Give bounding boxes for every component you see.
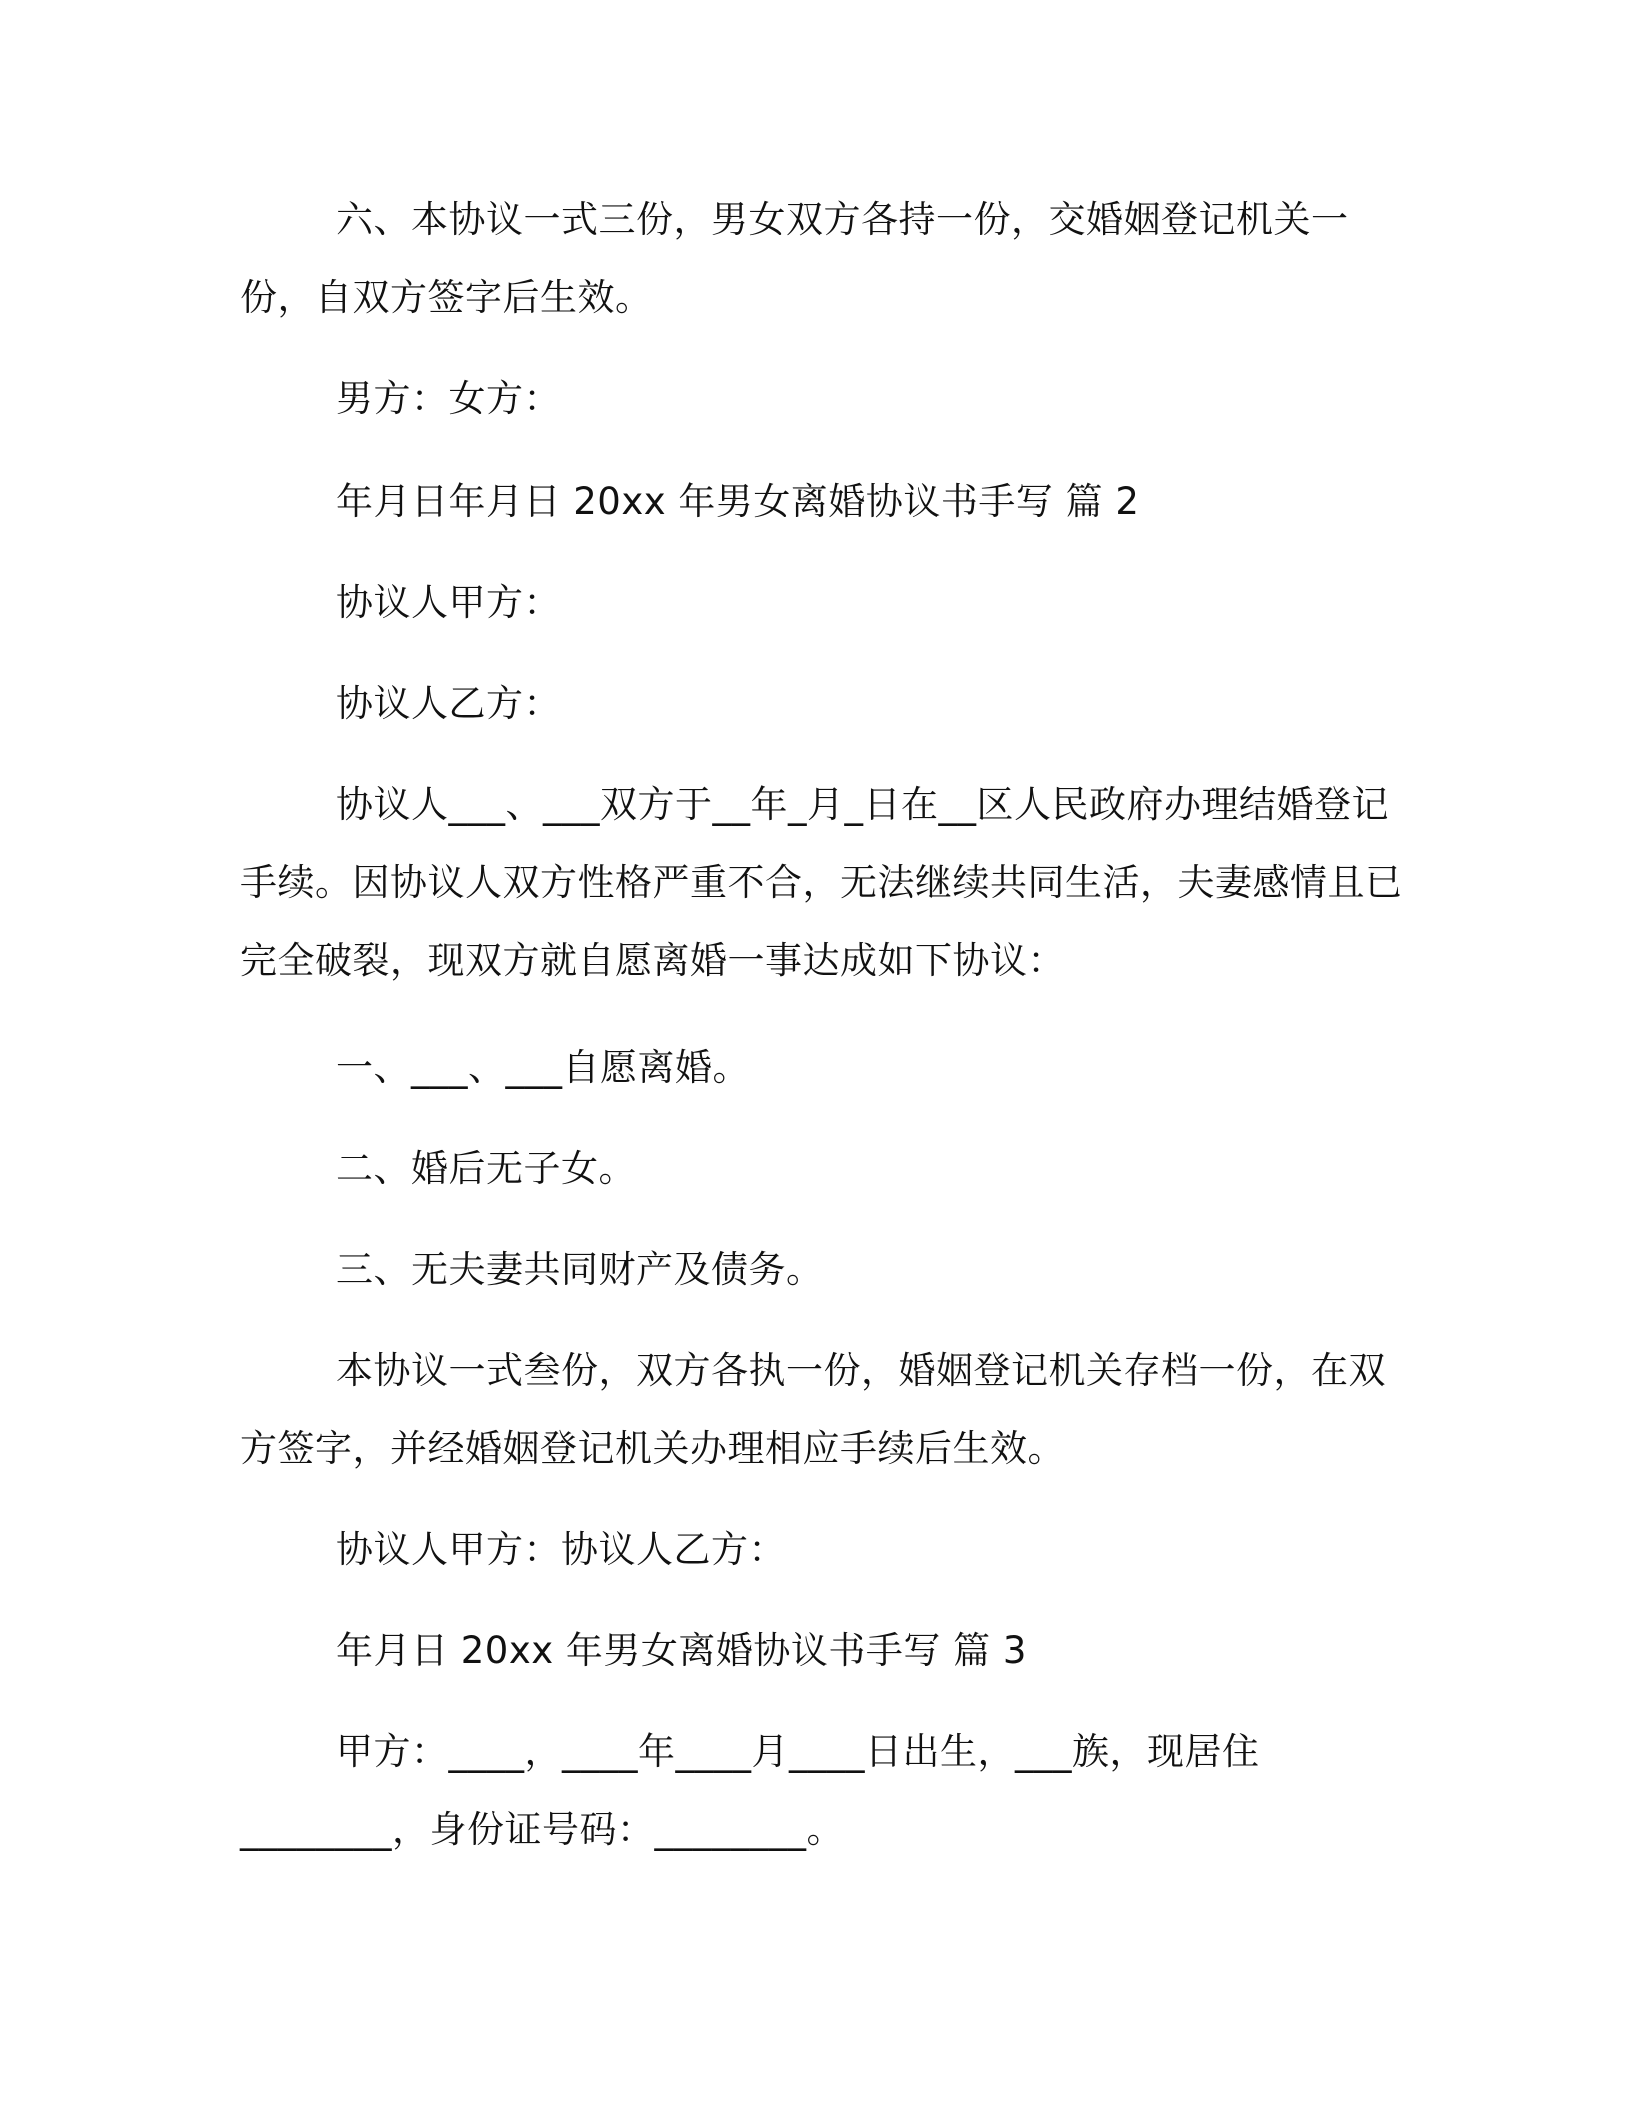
section-heading-2: 年月日年月日 20xx 年男女离婚协议书手写 篇 2 (336, 480, 1140, 523)
party-a-details-paragraph: 甲方：____，____年____月____日出生，___族，现居住________，身份证号码：________。 (240, 1730, 1260, 1851)
signature-line-man-woman: 男方：女方： (336, 377, 561, 420)
section-heading-3: 年月日 20xx 年男女离婚协议书手写 篇 3 (336, 1629, 1027, 1672)
clause-six-paragraph: 六、本协议一式三份，男女双方各持一份，交婚姻登记机关一份，自双方签字后生效。 (240, 198, 1349, 319)
clause-two: 二、婚后无子女。 (336, 1147, 636, 1190)
copies-paragraph: 本协议一式叁份，双方各执一份，婚姻登记机关存档一份，在双方签字，并经婚姻登记机关办理相应手续后生效。 (240, 1349, 1386, 1470)
party-a-label: 协议人甲方： (336, 581, 561, 624)
clause-three: 三、无夫妻共同财产及债务。 (336, 1248, 824, 1291)
agreement-intro-paragraph: 协议人___、___双方于__年_月_日在__区人民政府办理结婚登记手续。因协议人双方性格严重不合，无法继续共同生活，夫妻感情且已完全破裂，现双方就自愿离婚一事达成如下协议： (240, 783, 1403, 982)
party-b-label: 协议人乙方： (336, 682, 561, 725)
signature-line-parties: 协议人甲方：协议人乙方： (336, 1528, 786, 1571)
clause-one: 一、___、___自愿离婚。 (336, 1046, 750, 1089)
